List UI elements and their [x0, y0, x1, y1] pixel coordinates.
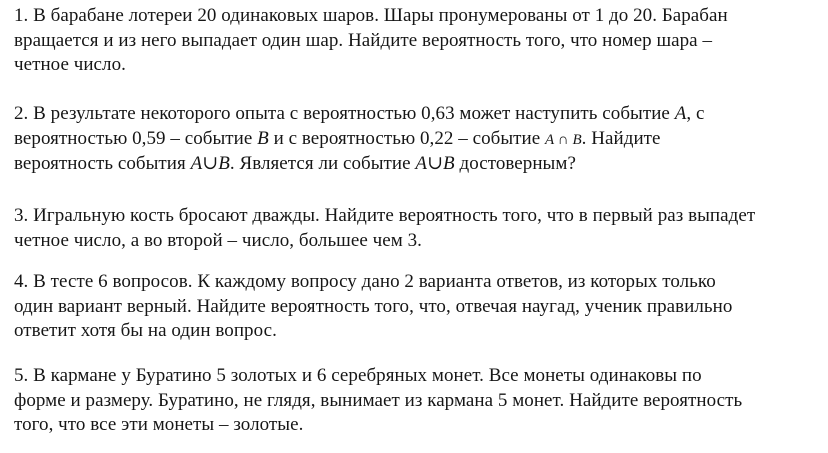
event-intersection: A ∩ B [545, 131, 582, 148]
problem-4-line-2: один вариант верный. Найдите вероятность того, что, отвечая наугад, ученик правильно [14, 295, 733, 317]
problem-4-line-3: ответит хотя бы на один вопрос. [14, 320, 277, 341]
problem-2-line-2 [14, 127, 814, 153]
problem-1 [14, 4, 814, 78]
problem-2-text: и с вероятностью 0,22 – событие [268, 127, 546, 149]
problem-1-line-2: вращается и из него выпадает один шар. Найдите вероятность того, что номер шара – [14, 29, 713, 51]
event-union: A∪B [415, 153, 455, 174]
problem-5-line-2: форме и размеру. Буратино, не глядя, вынимает из кармана 5 монет. Найдите вероятность [14, 389, 743, 411]
event-b: B [257, 127, 269, 149]
problem-2-line-1 [14, 102, 814, 127]
problem-2-text: , с [686, 103, 705, 124]
problem-3-line-2: четное число, а во второй – число, большее чем 3. [14, 229, 422, 251]
problem-3-line-1: 3. Игральную кость бросают дважды. Найдите вероятность того, что в первый раз выпадет [14, 205, 756, 226]
problem-2-text: . Является ли событие [229, 153, 416, 174]
problem-2-text: 2. В результате некоторого опыта с вероятностью 0,63 может наступить событие [14, 103, 675, 124]
event-union: A∪B [190, 153, 230, 174]
problem-4-line-1: 4. В тесте 6 вопросов. К каждому вопросу дано 2 варианта ответов, из которых только [14, 271, 716, 292]
problem-2-line-3 [14, 152, 814, 177]
problem-2-text: . Найдите [581, 127, 661, 149]
problem-2-text: вероятностью 0,59 – событие [14, 127, 258, 149]
problem-5 [14, 364, 814, 438]
problem-3 [14, 204, 814, 253]
problem-2-text: вероятность события [14, 153, 191, 174]
problem-2-text: достоверным? [454, 153, 576, 174]
problem-1-line-3: четное число. [14, 54, 126, 75]
event-a: A [674, 103, 687, 124]
problem-2 [14, 102, 814, 177]
problem-5-line-1: 5. В кармане у Буратино 5 золотых и 6 серебряных монет. Все монеты одинаковы по [14, 365, 702, 386]
problem-5-line-3: того, что все эти монеты – золотые. [14, 414, 304, 435]
problem-1-line-1: 1. В барабане лотереи 20 одинаковых шаров. Шары пронумерованы от 1 до 20. Барабан [14, 5, 728, 26]
problem-4 [14, 270, 814, 344]
